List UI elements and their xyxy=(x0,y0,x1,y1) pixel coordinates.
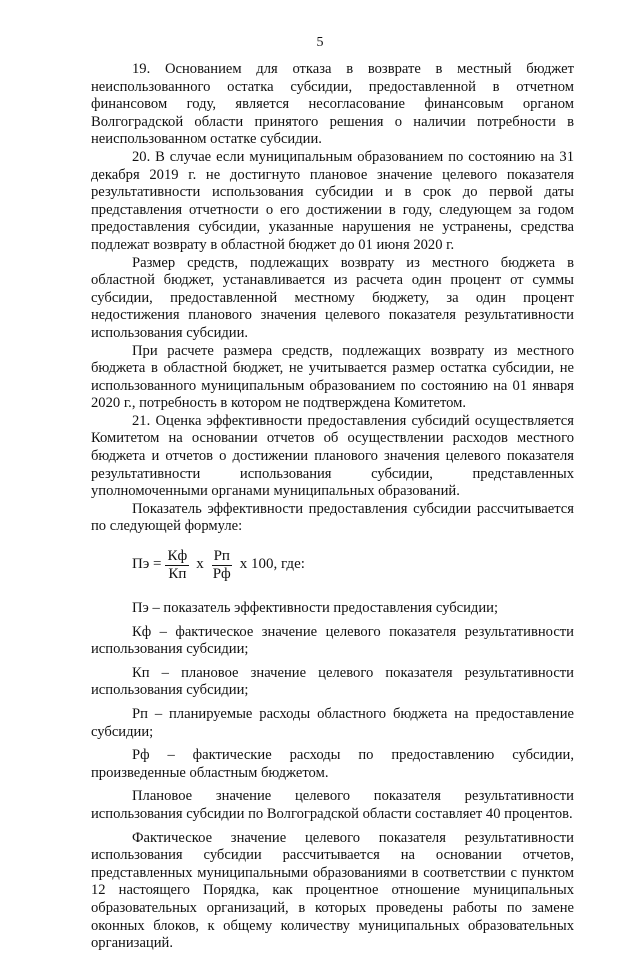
paragraph-fact-value: Фактическое значение целевого показателя результативности использования субсидии рассчитывается на основании отчетов, представленных муниципальными образованиями в соответствии с пунктом 12 настоящего Порядка, как процентное отношение муниципальных образовательных организаций, в которых проведены работы по замене оконных блоков, к общему количеству муниципальных образовательных организаций. xyxy=(91,829,574,952)
formula-tail: x 100, где: xyxy=(239,556,305,573)
formula-kf: Кф xyxy=(167,547,188,564)
paragraph-plan-value: Плановое значение целевого показателя результативности использования субсидии по Волгоградской области составляет 40 процентов. xyxy=(91,788,574,822)
formula-kp: Кп xyxy=(168,565,187,582)
efficiency-formula xyxy=(91,544,574,586)
definition-pe: Пэ – показатель эффективности предоставления субсидии; xyxy=(132,600,499,617)
document-body xyxy=(91,61,574,953)
paragraph-20: 20. В случае если муниципальным образованием по состоянию на 31 декабря 2019 г. не достигнуто плановое значение целевого показателя результативности использования субсидии и в срок до первой даты представления отчетности о его достижении в году, следующем за годом предоставления субсидии, указанные нарушения не устранены, средства подлежат возврату в областной бюджет до 01 июня 2020 г. xyxy=(91,148,574,253)
formula-rp: Рп xyxy=(213,547,230,564)
formula-fraction-kf-kp xyxy=(165,548,189,583)
formula-multiply: x xyxy=(196,556,204,573)
definition-rp: Рп – планируемые расходы областного бюджета на предоставление субсидии; xyxy=(91,706,574,740)
definition-kf: Кф – фактическое значение целевого показателя результативности использования субсидии; xyxy=(91,623,574,658)
definition-rf: Рф – фактические расходы по предоставлению субсидии, произведенные областным бюджетом. xyxy=(91,747,574,781)
formula-fraction-rp-rf xyxy=(211,548,233,583)
formula-rf: Рф xyxy=(212,565,231,582)
paragraph-21-formula-intro: Показатель эффективности предоставления субсидии рассчитывается по следующей формуле: xyxy=(91,500,574,535)
paragraph-20-refund-calculation: При расчете размера средств, подлежащих возврату из местного бюджета в областной бюджет, не учитывается размер остатка субсидии, не использованного муниципальным образованием по состоянию на 01 января 2020 г., потребность в котором не подтверждена Комитетом. xyxy=(91,342,574,412)
paragraph-19: 19. Основанием для отказа в возврате в местный бюджет неиспользованного остатка субсидии, предоставленной в отчетном финансовом году, является несогласование финансовым органом Волгоградской области принятого решения о наличии потребности в неиспользованном остатке субсидии. xyxy=(91,61,574,148)
paragraph-21: 21. Оценка эффективности предоставления субсидий осуществляется Комитетом на основании отчетов об осуществлении расходов местного бюджета и отчетов о достижении планового значения целевого показателя результативности использования субсидии, представленных уполномоченными органами муниципальных образований. xyxy=(91,412,574,500)
paragraph-20-refund-size: Размер средств, подлежащих возврату из местного бюджета в областной бюджет, устанавливается из расчета один процент от суммы субсидии, предоставленной местному бюджету, за один процент недостижения планового значения целевого показателя результативности использования субсидии. xyxy=(91,254,574,341)
page-number: 5 xyxy=(316,35,324,50)
formula-lhs: Пэ = xyxy=(132,556,162,573)
definition-kp: Кп – плановое значение целевого показателя результативности использования субсидии; xyxy=(91,664,574,699)
